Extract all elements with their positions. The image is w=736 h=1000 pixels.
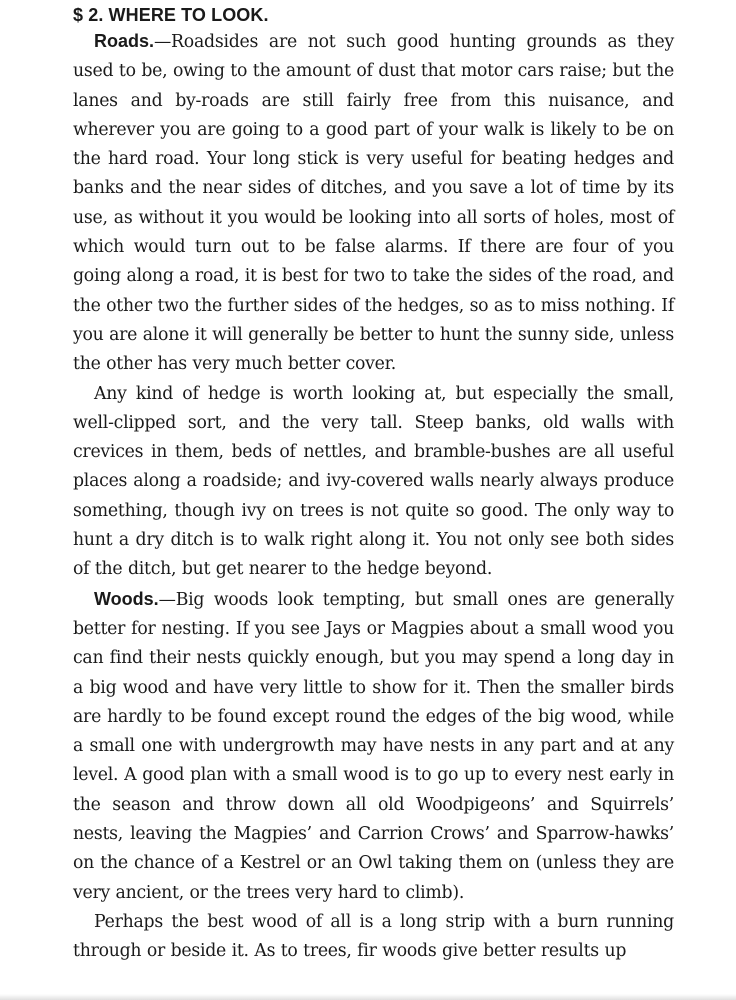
paragraph-roads xyxy=(73,27,674,380)
paragraph-hedges xyxy=(73,380,674,585)
section-heading: $ 2. WHERE TO LOOK. xyxy=(73,5,269,25)
paragraph-strip-wood xyxy=(73,908,674,967)
paragraph-woods xyxy=(73,585,674,908)
page-bottom-shadow xyxy=(0,994,736,1000)
paragraph-text: Any kind of hedge is worth looking at, but especially the small, well-clipped sort, and the very tall. Steep banks, old walls with crevices in them, beds of nettles, and bramble-bushes are all useful places along a roadside; and ivy-covered walls nearly always produce something, though ivy on trees is not quite so good. The only way to hunt a dry ditch is to walk right along it. You not only see both sides of the ditch, but get nearer to the hedge beyond. xyxy=(73,383,674,580)
paragraph-text: —Roadsides are not such good hunting grounds as they used to be, owing to the amount of dust that motor cars raise; but the lanes and by-roads are still fairly free from this nuisance, and wherever you are going to a good part of your walk is likely to be on the hard road. Your long stick is very useful for beating hedges and banks and the near sides of ditches, and you save a lot of time by its use, as without it you would be looking into all sorts of holes, most of which would turn out to be false alarms. If there are four of you going along a road, it is best for two to take the sides of the road, and the other two the further sides of the hedges, so as to miss nothing. If you are alone it will generally be better to hunt the sunny side, unless the other has very much better cover. xyxy=(73,32,674,375)
paragraph-text: Perhaps the best wood of all is a long strip with a burn running through or beside it. As to trees, fir woods give better results up xyxy=(73,911,674,962)
paragraph-text: —Big woods look tempting, but small ones are generally better for nesting. If you see Jays or Magpies about a small wood you can find their nests quickly enough, but you may spend a long day in a big wood and have very little to show for it. Then the smaller birds are hardly to be found except round the edges of the big wood, while a small one with undergrowth may have nests in any part and at any level. A good plan with a small wood is to go up to every nest early in the season and throw down all old Woodpigeons’ and Squirrels’ nests, leaving the Magpies’ and Carrion Crows’ and Sparrow-hawks’ on the chance of a Kestrel or an Owl taking them on (unless they are very ancient, or the trees very hard to climb). xyxy=(73,589,674,903)
run-in-heading-woods: Woods. xyxy=(94,588,159,609)
run-in-heading-roads: Roads. xyxy=(94,31,155,51)
